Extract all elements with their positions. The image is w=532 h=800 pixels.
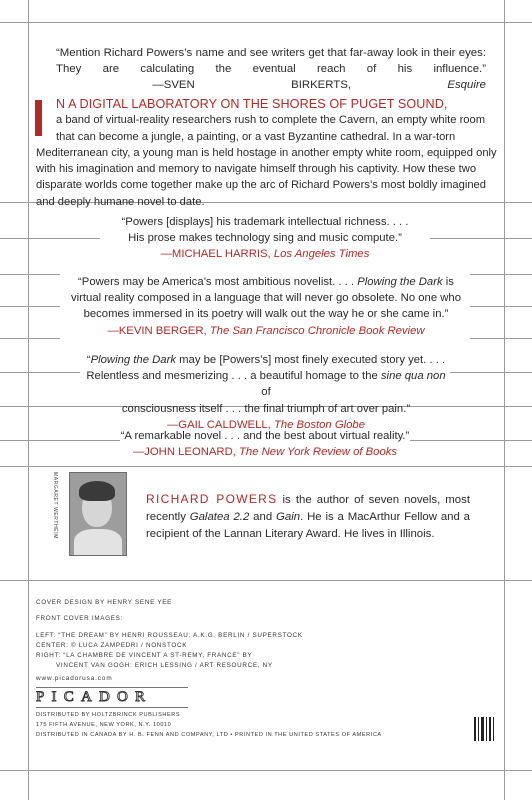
grid-vertical-line (504, 0, 505, 800)
description-body-second: Mediterranean city, a young man is held hostage in another empty white room, equipped only with his imagination and memory to navigate himself through his captivity. How these two disparate worlds come together make up the arc of Richard Powers’s most boldly imagined and deeply humane novel to date. (36, 146, 497, 208)
credit-line: RIGHT: “LA CHAMBRE DE VINCENT A ST-REMY, FRANCE” BY (36, 652, 253, 660)
distribution-line: 175 FIFTH AVENUE, NEW YORK, N.Y. 10010 (36, 722, 172, 729)
bio-book-title: Galatea 2.2 (189, 511, 250, 523)
grid-horizontal-line (0, 580, 532, 581)
blurb (70, 274, 462, 339)
grid-horizontal-line (0, 22, 532, 23)
bio-book-title: Gain (276, 511, 301, 523)
grid-horizontal-line (0, 770, 532, 771)
blurb (120, 428, 410, 460)
blurb-source: —GAIL CALDWELL, (167, 418, 271, 431)
blurb-line: of (261, 386, 271, 399)
picador-logo: PICADOR (36, 687, 188, 708)
credit-line: LEFT: “THE DREAM” BY HENRI ROUSSEAU: A.K.G. BERLIN / SUPERSTOCK (36, 631, 303, 639)
top-quote (56, 45, 486, 93)
credit-line: FRONT COVER IMAGES: (36, 615, 124, 623)
book-description (36, 96, 498, 210)
drop-cap-bar (35, 100, 42, 136)
blurb-book-title: Plowing the Dark (357, 276, 443, 288)
blurb-book-title: Plowing the Dark (90, 354, 176, 366)
credit-line: COVER DESIGN BY HENRY SENE YEE (36, 599, 173, 606)
bio-text: and (253, 511, 273, 523)
blurb-line: virtual reality composed in a language that will never go obsolete. No one who (71, 292, 461, 305)
blurb-line: His prose makes technology sing and music compute.” (128, 232, 402, 245)
blurb-line: may be [Powers’s] most finely executed story yet. . . . (179, 354, 446, 366)
top-quote-publication: Esquire (447, 79, 486, 91)
blurb-line: becomes immersed in its poetry will walk out the way he or she came in.” (83, 308, 449, 321)
blurb-source: —KEVIN BERGER, (107, 324, 207, 337)
publisher-url: www.picadorusa.com (36, 675, 113, 682)
blurb-publication: The San Francisco Chronicle Book Review (209, 324, 425, 337)
blurb-line: consciousness itself . . . the final triumph of art over pain.” (121, 402, 411, 415)
blurb-line: “Powers [displays] his trademark intellectual richness. . . . (121, 216, 409, 228)
photo-credit: MARGARET WERTHEIM (52, 472, 58, 539)
top-quote-text: “Mention Richard Powers’s name and see writers get that far-away look in their eyes: They are calculating the eventual reach of his influence.” (56, 47, 486, 75)
top-quote-source: —SVEN BIRKERTS, (152, 79, 352, 91)
blurb-source: —JOHN LEONARD, (132, 446, 236, 459)
cover-credits (36, 598, 303, 672)
author-name: RICHARD POWERS (146, 492, 278, 506)
blurb-publication: The New York Review of Books (239, 446, 398, 459)
distribution-line: DISTRIBUTED BY HOLTZBRINCK PUBLISHERS (36, 712, 181, 718)
blurb-line: “A remarkable novel . . . and the best about virtual reality.” (120, 430, 410, 442)
grid-vertical-line (28, 0, 29, 800)
blurb-line: is (445, 276, 454, 288)
distribution-line: DISTRIBUTED IN CANADA BY H. B. FENN AND COMPANY, LTD • PRINTED IN THE UNITED STATES OF AMERICA (36, 732, 382, 739)
blurb-source: —MICHAEL HARRIS, (160, 248, 271, 261)
blurb-publication: Los Angeles Times (273, 248, 370, 261)
author-photo (69, 472, 127, 556)
barcode (474, 717, 496, 741)
blurb-publication: The Boston Globe (273, 418, 365, 431)
blurb (112, 214, 418, 263)
bio-text: . He is a MacArthur Fellow and a recipient of the Lannan Literary Award. He lives in Illinois. (146, 511, 471, 540)
blurb: “Plowing the Dark may be [Powers’s] most finely executed story yet. . . . Relentless and mesmerizing . . . a beautiful homage to the sine qua non of consciousness itself . . . the final triumph of art over pain.” —GAIL CALDWELL, The Boston Globe (86, 354, 446, 431)
blurb-line: “Powers may be America’s most ambitious novelist. . . . (78, 276, 355, 288)
blurb-latin-phrase: sine qua non (380, 370, 446, 383)
author-bio (146, 491, 470, 543)
grid-horizontal-line (0, 466, 532, 467)
credit-line: VINCENT VAN GOGH: ERICH LESSING / ART RESOURCE, NY (56, 662, 273, 670)
distribution-info (36, 710, 382, 741)
description-lead: N A DIGITAL LABORATORY ON THE SHORES OF PUGET SOUND, (56, 97, 448, 111)
blurb-line: Relentless and mesmerizing . . . a beautiful homage to the (86, 370, 378, 383)
description-body-first: a band of virtual-reality researchers rush to complete the Cavern, an empty white room that can become a jungle, a painting, or a vast Byzantine cathedral. In a war-torn (56, 114, 486, 143)
bio-text: is the author of seven novels, most recently (146, 494, 470, 523)
credit-line: CENTER: © LUCA ZAMPEDRI / NONSTOCK (36, 641, 188, 649)
